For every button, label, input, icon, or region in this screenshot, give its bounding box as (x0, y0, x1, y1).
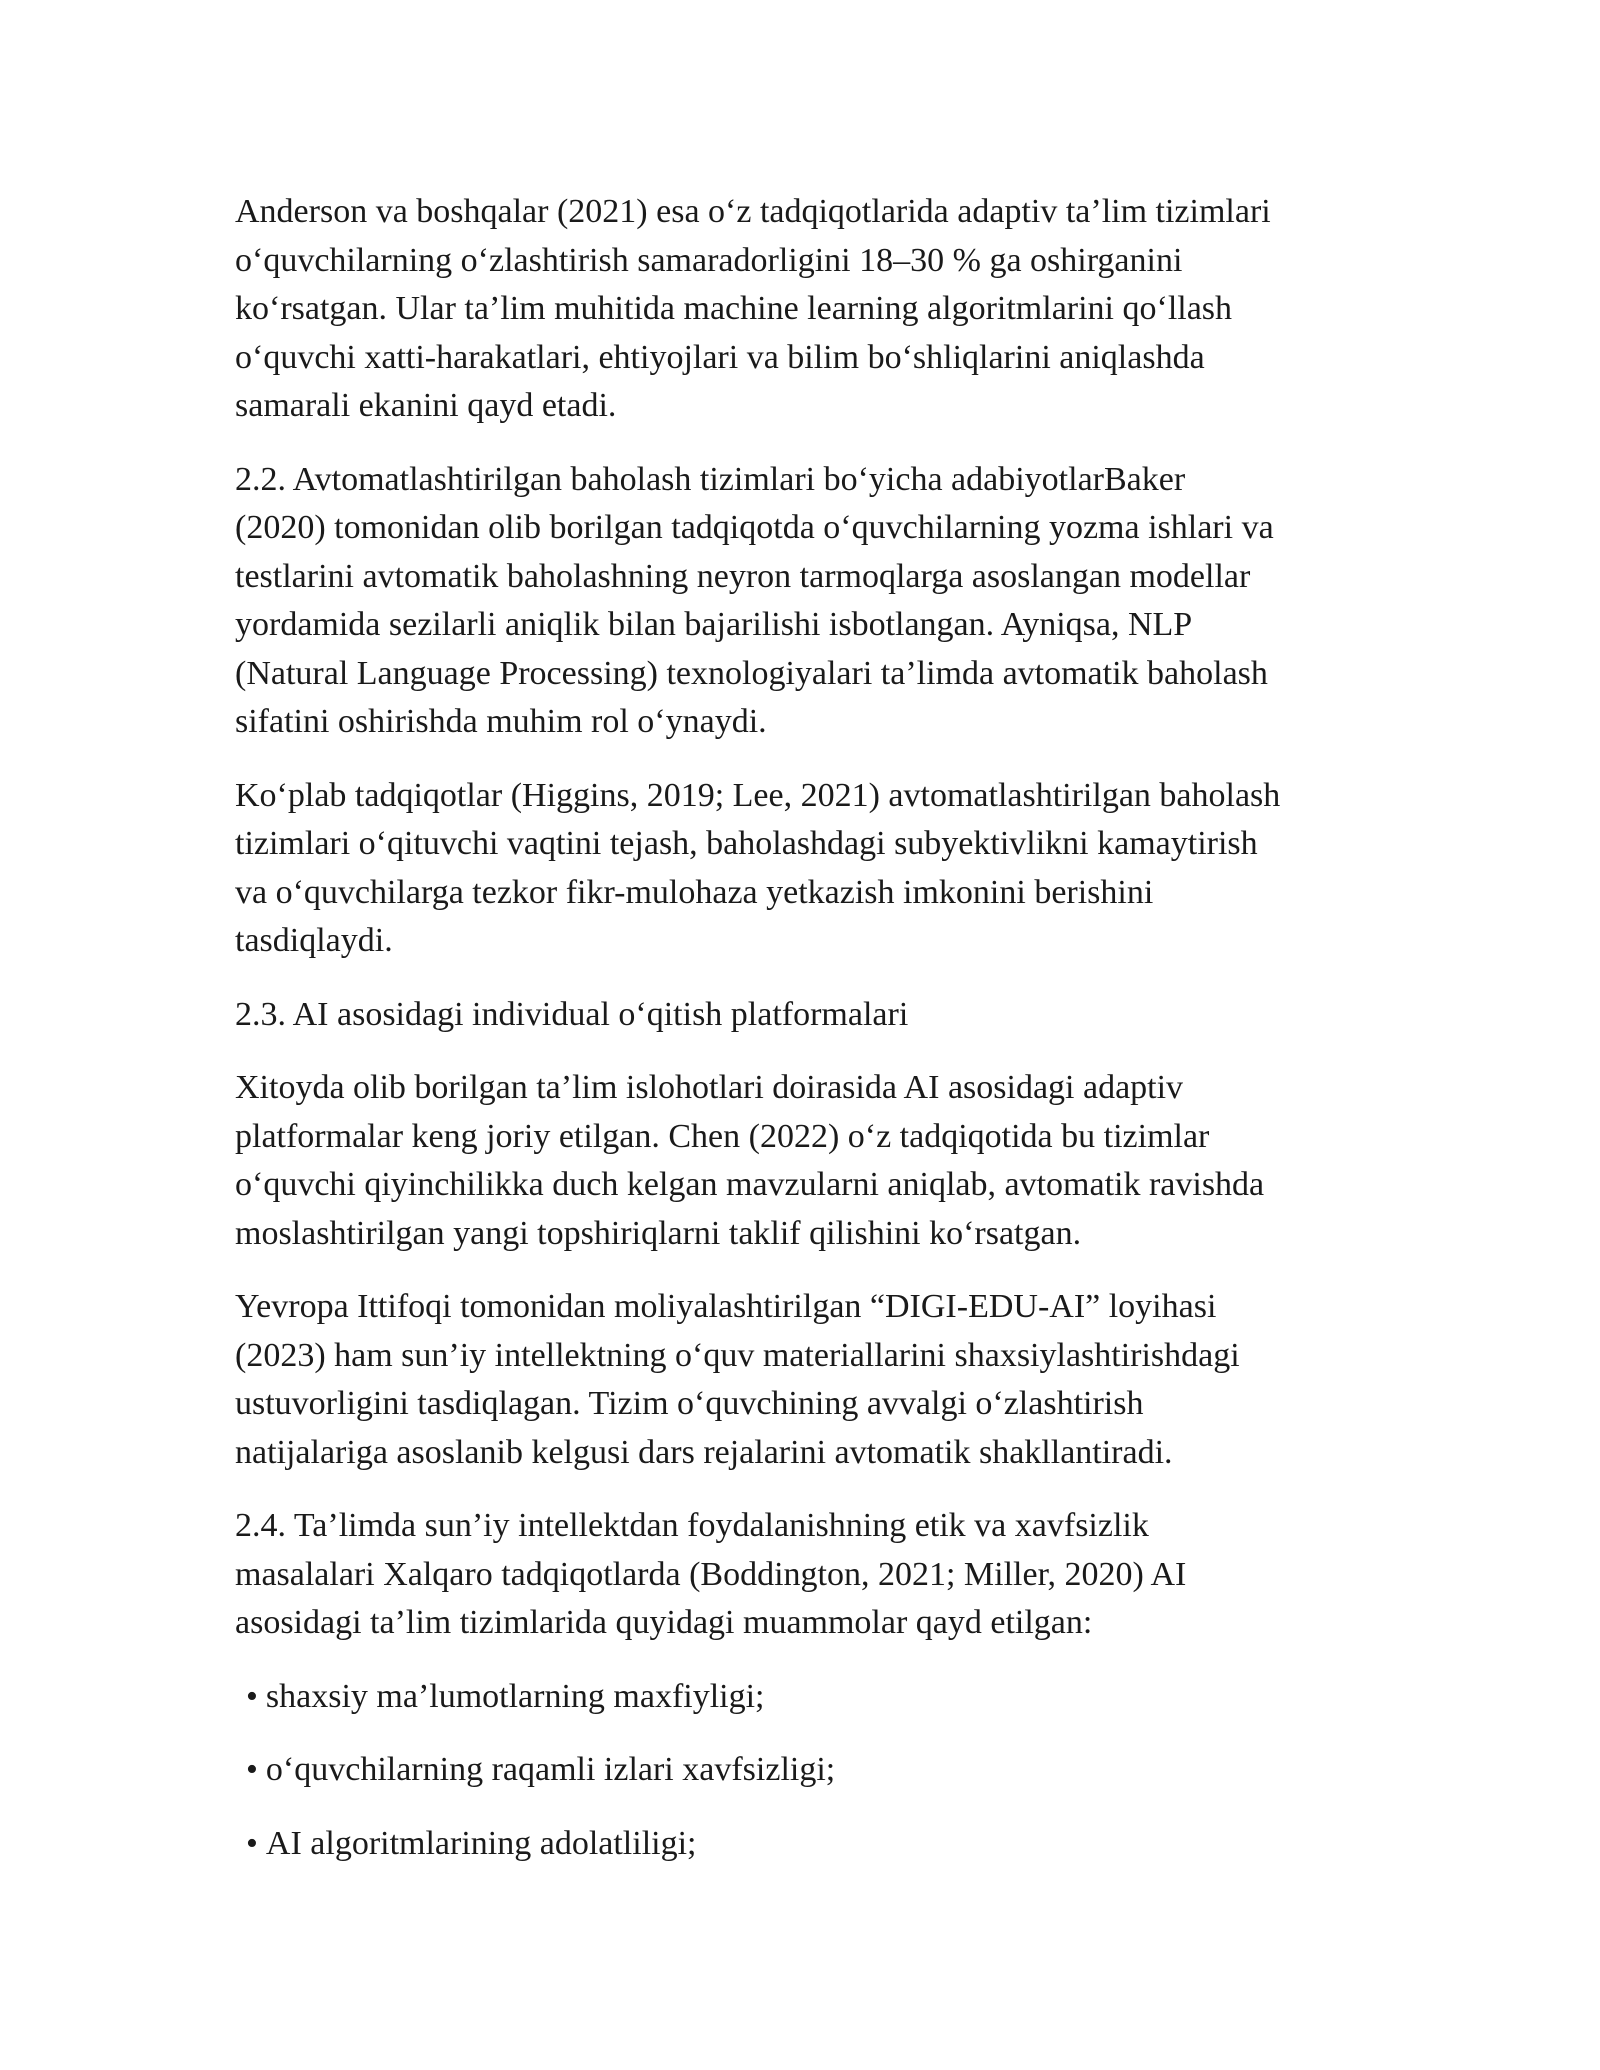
text-line: ko‘rsatgan. Ular ta’lim muhitida machine learning algoritmlarini qo‘llash (235, 290, 1233, 327)
paragraph-adaptive-learning (235, 188, 1385, 431)
text-line: Xitoyda olib borilgan ta’lim islohotlari doirasida AI asosidagi adaptiv (235, 1069, 1184, 1106)
text-line: Anderson va boshqalar (2021) esa o‘z tadqiqotlarida adaptiv ta’lim tizimlari (235, 193, 1271, 230)
document-page (235, 188, 1385, 1893)
list-item-text: AI algoritmlarining adolatliligi; (265, 1824, 697, 1862)
issues-bullet-list (235, 1673, 1385, 1869)
text-line: tasdiqlaydi. (235, 922, 393, 959)
text-line: asosidagi ta’lim tizimlarida quyidagi muammolar qayd etilgan: (235, 1604, 1093, 1641)
text-line: samarali ekanini qayd etadi. (235, 387, 617, 424)
paragraph-eu-project (235, 1283, 1385, 1477)
bullet-icon: • (246, 1824, 258, 1862)
text-line: (2023) ham sun’iy intellektning o‘quv materiallarini shaxsiylashtirishdagi (235, 1336, 1240, 1374)
text-line: masalalari Xalqaro tadqiqotlarda (Boddington, 2021; Miller, 2020) AI (235, 1555, 1187, 1593)
text-line: (Natural Language Processing) texnologiyalari ta’limda avtomatik baholash (235, 654, 1268, 692)
text-line: va o‘quvchilarga tezkor fikr-mulohaza yetkazish imkonini berishini (235, 873, 1154, 911)
list-item-text: o‘quvchilarning raqamli izlari xavfsizligi; (265, 1751, 836, 1788)
text-line: sifatini oshirishda muhim rol o‘ynaydi. (235, 703, 767, 740)
paragraph-automated-assessment (235, 456, 1385, 747)
text-line: o‘quvchi qiyinchilikka duch kelgan mavzularni aniqlab, avtomatik ravishda (235, 1166, 1265, 1203)
text-line: testlarini avtomatik baholashning neyron tarmoqlarga asoslangan modellar (235, 557, 1251, 595)
list-item-text: shaxsiy ma’lumotlarning maxfiyligi; (265, 1677, 765, 1715)
text-line: platformalar keng joriy etilgan. Chen (2022) o‘z tadqiqotida bu tizimlar (235, 1117, 1210, 1155)
text-line: 2.4. Ta’limda sun’iy intellektdan foydalanishning etik va xavfsizlik (235, 1507, 1149, 1544)
text-line: yordamida sezilarli aniqlik bilan bajarilishi isbotlangan. Ayniqsa, NLP (235, 606, 1193, 643)
list-item (235, 1746, 1385, 1795)
section-heading-2-3: 2.3. AI asosidagi individual o‘qitish platformalari (235, 995, 909, 1033)
text-line: o‘quvchilarning o‘zlashtirish samaradorligini 18–30 % ga oshirganini (235, 241, 1183, 279)
text-line: tizimlari o‘qituvchi vaqtini tejash, baholashdagi subyektivlikni kamaytirish (235, 825, 1258, 862)
paragraph-research-findings (235, 772, 1385, 966)
text-line: (2020) tomonidan olib borilgan tadqiqotda o‘quvchilarning yozma ishlari va (235, 509, 1274, 546)
text-line: o‘quvchi xatti-harakatlari, ehtiyojlari va bilim bo‘shliqlarini aniqlashda (235, 338, 1205, 376)
text-line: moslashtirilgan yangi topshiriqlarni taklif qilishini ko‘rsatgan. (235, 1214, 1082, 1252)
text-line: Ko‘plab tadqiqotlar (Higgins, 2019; Lee, 2021) avtomatlashtirilgan baholash (235, 776, 1281, 814)
list-item (235, 1673, 1385, 1722)
text-line: Yevropa Ittifoqi tomonidan moliyalashtirilgan “DIGI-EDU-AI” loyihasi (235, 1288, 1217, 1325)
list-item (235, 1820, 1385, 1869)
text-line: natijalariga asoslanib kelgusi dars rejalarini avtomatik shakllantiradi. (235, 1433, 1173, 1471)
text-line: 2.2. Avtomatlashtirilgan baholash tizimlari bo‘yicha adabiyotlarBaker (235, 460, 1186, 498)
paragraph-ethics-security (235, 1502, 1385, 1648)
bullet-icon: • (246, 1677, 258, 1715)
bullet-icon: • (246, 1751, 258, 1788)
paragraph-china-platforms (235, 1064, 1385, 1258)
text-line: ustuvorligini tasdiqlagan. Tizim o‘quvchining avvalgi o‘zlashtirish (235, 1385, 1144, 1422)
